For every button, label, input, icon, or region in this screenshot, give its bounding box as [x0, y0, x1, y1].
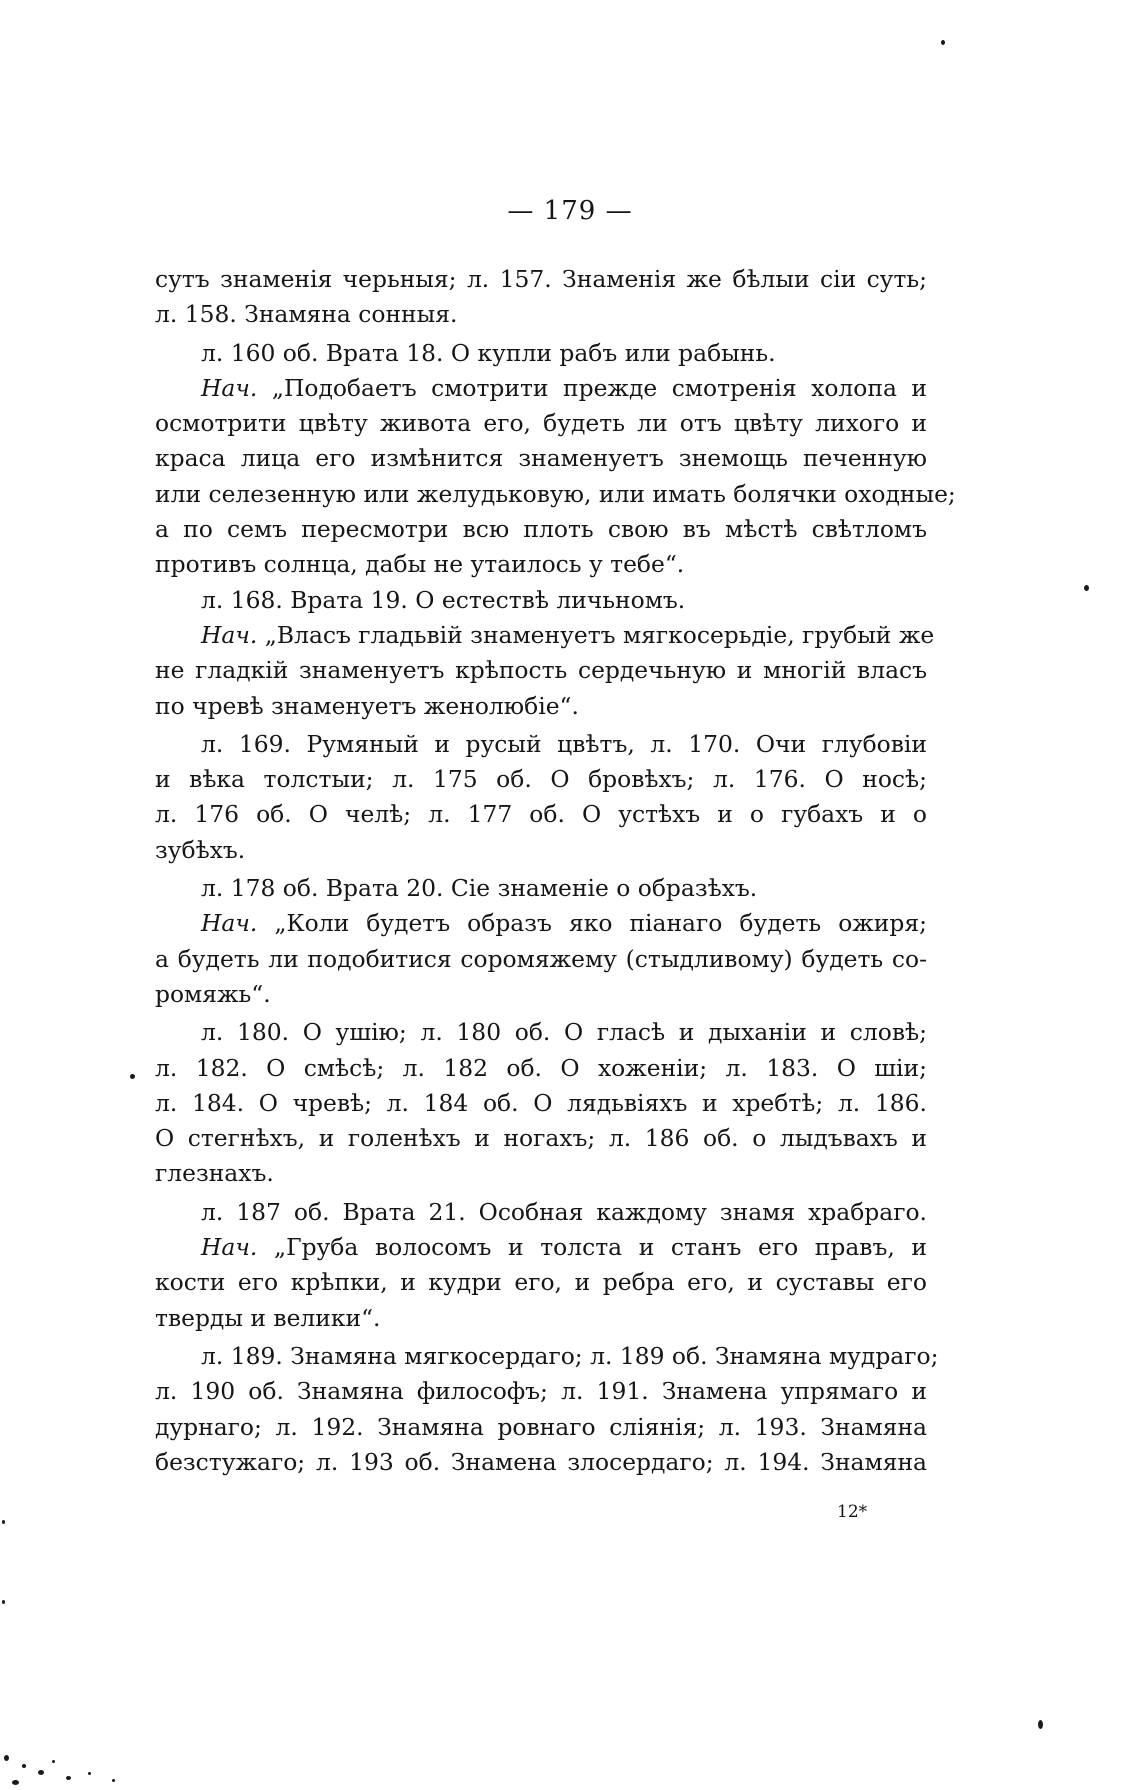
- text-line: тверды и велики“.: [155, 1303, 381, 1332]
- text-line: дурнаго; л. 192. Знамяна ровнаго сліянія; л. 193. Знамяна: [155, 1412, 927, 1441]
- text-line: [155, 1230, 927, 1265]
- incipit-label: Нач.: [201, 620, 258, 649]
- text-line: не гладкій знаменуетъ крѣпость сердечьную и многій власъ: [155, 656, 927, 685]
- text-line: по чревѣ знаменуетъ женолюбіе“.: [155, 691, 579, 720]
- text-line: [155, 371, 927, 406]
- text-line: глезнахъ.: [155, 1159, 274, 1188]
- scan-speck: [66, 1776, 71, 1780]
- scan-speck: [941, 40, 945, 45]
- text-line: ромяжь“.: [155, 979, 271, 1008]
- text-line: краса лица его измѣнится знаменуетъ знемощь печенную: [155, 444, 927, 473]
- scan-speck: [130, 1074, 135, 1079]
- scan-speck: [38, 1770, 44, 1775]
- text-line: а будеть ли подобитися соромяжему (стыдливому) будеть со-: [155, 944, 927, 973]
- scan-speck: [12, 1780, 19, 1785]
- text-line: л. 160 об. Врата 18. О купли рабъ или рабынь.: [201, 338, 776, 367]
- text-line: или селезенную или желудьковую, или имать болячки оходные;: [155, 479, 956, 508]
- text-line: а по семъ пересмотри всю плоть свою въ мѣстѣ свѣтломъ: [155, 515, 927, 544]
- text-line: л. 189. Знамяна мягкосердаго; л. 189 об. Знамяна мудраго;: [201, 1341, 939, 1370]
- text-line: О стегнѣхъ, и голенѣхъ и ногахъ; л. 186 об. о лыдъвахъ и: [155, 1124, 927, 1153]
- body-text: [155, 262, 956, 1480]
- line-content: „Коли будетъ образъ яко піанаго будеть ожиря;: [274, 909, 927, 938]
- scan-speck: [22, 1764, 26, 1768]
- scan-speck: [88, 1772, 91, 1775]
- page-number: — 179 —: [507, 196, 633, 226]
- incipit-label: Нач.: [201, 909, 258, 938]
- text-line: л. 169. Румяный и русый цвѣтъ, л. 170. Очи глубовіи: [201, 729, 927, 758]
- incipit-label: Нач.: [201, 373, 258, 402]
- text-line: противъ солнца, дабы не утаилось у тебе“.: [155, 550, 685, 579]
- text-line: зубѣхъ.: [155, 835, 246, 864]
- text-line: л. 158. Знамяна сонныя.: [155, 300, 458, 329]
- scan-speck: [1084, 585, 1089, 591]
- text-line: л. 176 об. О челѣ; л. 177 об. О устѣхъ и о губахъ и о: [155, 800, 927, 829]
- scan-speck: [4, 1755, 9, 1761]
- incipit-label: Нач.: [201, 1233, 258, 1262]
- text-line: л. 182. О смѣсѣ; л. 182 об. О хоженіи; л. 183. О шіи;: [155, 1053, 927, 1082]
- scan-speck: [112, 1779, 115, 1782]
- scan-speck: [52, 1760, 55, 1763]
- text-line: сутъ знаменія черьныя; л. 157. Знаменія же бѣлыи сіи суть;: [155, 265, 927, 293]
- text-line: л. 178 об. Врата 20. Сіе знаменіе о образѣхъ.: [201, 874, 758, 903]
- text-line: кости его крѣпки, и кудри его, и ребра его, и суставы его: [155, 1268, 927, 1297]
- text-line: л. 168. Врата 19. О естествѣ личьномъ.: [201, 585, 686, 614]
- text-line: осмотрити цвѣту живота его, будеть ли отъ цвѣту лихого и: [155, 409, 927, 438]
- text-line: л. 180. О ушію; л. 180 об. О гласѣ и дыханіи и словѣ;: [201, 1018, 927, 1047]
- line-content: „Власъ гладьвій знаменуетъ мягкосерьдіе, грубый же: [264, 620, 935, 649]
- text-line: л. 187 об. Врата 21. Особная каждому знамя храбраго.: [201, 1197, 927, 1226]
- scan-speck: [2, 1600, 5, 1604]
- signature-mark: 12*: [837, 1502, 868, 1522]
- text-line: и вѣка толстыи; л. 175 об. О бровѣхъ; л. 176. О носѣ;: [155, 765, 927, 794]
- text-line: безстужаго; л. 193 об. Знамена злосердаго; л. 194. Знамяна: [155, 1447, 927, 1476]
- text-line: л. 184. О чревѣ; л. 184 об. О лядьвіяхъ и хребтѣ; л. 186.: [155, 1088, 927, 1117]
- line-content: „Подобаетъ смотрити прежде смотренія холопа и: [271, 373, 927, 402]
- text-line: [155, 618, 935, 653]
- text-line: л. 190 об. Знамяна философъ; л. 191. Знамена упрямаго и: [155, 1377, 927, 1406]
- scan-speck: [2, 1520, 5, 1524]
- scan-speck: [1038, 1720, 1043, 1729]
- text-line: [155, 906, 927, 941]
- line-content: „Груба волосомъ и толста и станъ его правъ, и: [273, 1233, 927, 1262]
